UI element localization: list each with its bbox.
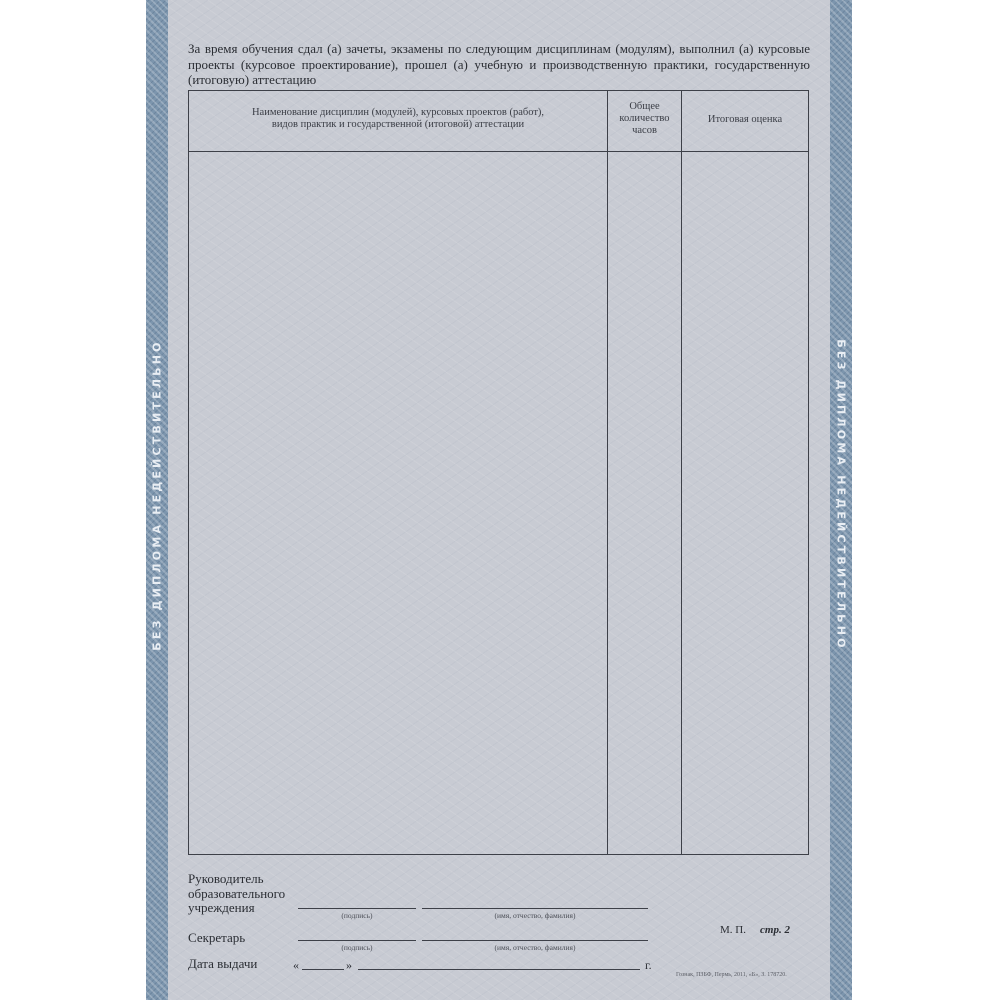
year-suffix: г. bbox=[645, 958, 652, 972]
seal-placeholder: М. П. bbox=[720, 924, 746, 936]
head-name-caption: (имя, отчество, фамилия) bbox=[494, 911, 576, 920]
head-name-line[interactable] bbox=[422, 908, 648, 909]
column-header-disciplines: Наименование дисциплин (модулей), курсовых проектов (работ), видов практик и государственной (итоговой) аттестации bbox=[251, 107, 545, 130]
table-header-divider bbox=[189, 151, 808, 152]
date-open-quote: « bbox=[293, 958, 299, 972]
table-column-divider-2 bbox=[681, 91, 682, 854]
page-number: стр. 2 bbox=[760, 924, 790, 936]
head-signature-line[interactable] bbox=[298, 908, 416, 909]
table-column-divider-1 bbox=[607, 91, 608, 854]
issue-month-year-line[interactable] bbox=[358, 969, 640, 970]
intro-paragraph: За время обучения сдал (а) зачеты, экзамены по следующим дисциплинам (модулям), выполнил (а) курсовые проекты (курсовое проектирование), прошел (а) учебную и производственную практики, государственную (итоговую) аттестацию bbox=[188, 41, 810, 87]
secretary-signature-line[interactable] bbox=[298, 940, 416, 941]
printer-imprint: Гознак, ПЗБФ, Пермь, 2011, «Б», З. 178720. bbox=[676, 972, 787, 978]
date-close-quote: » bbox=[346, 958, 352, 972]
secretary-name-line[interactable] bbox=[422, 940, 648, 941]
column-header-hours: Общее количество часов bbox=[619, 101, 670, 136]
secretary-label: Секретарь bbox=[188, 930, 246, 945]
right-watermark-text: БЕЗ ДИПЛОМА НЕДЕЙСТВИТЕЛЬНО bbox=[834, 339, 848, 651]
issue-date-label: Дата выдачи bbox=[188, 956, 258, 971]
head-signature-caption: (подпись) bbox=[341, 911, 373, 920]
grades-table bbox=[188, 90, 809, 855]
secretary-signature-caption: (подпись) bbox=[341, 943, 373, 952]
left-watermark-text: БЕЗ ДИПЛОМА НЕДЕЙСТВИТЕЛЬНО bbox=[150, 339, 164, 651]
head-of-institution-label: Руководитель образовательного учреждения bbox=[188, 871, 286, 915]
secretary-name-caption: (имя, отчество, фамилия) bbox=[494, 943, 576, 952]
column-header-final-grade: Итоговая оценка bbox=[707, 114, 783, 125]
issue-day-line[interactable] bbox=[302, 969, 344, 970]
